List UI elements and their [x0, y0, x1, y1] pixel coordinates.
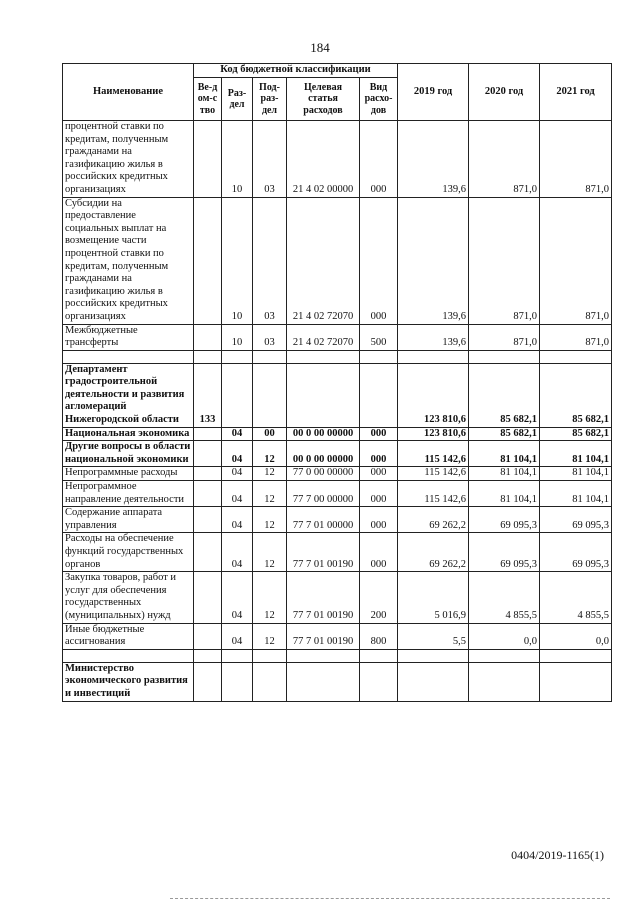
table-row: [63, 441, 612, 467]
cell-y2020: 85 682,1: [469, 363, 540, 427]
cell-razdel: 04: [222, 623, 253, 649]
cell-podrazdel: 12: [253, 441, 287, 467]
cell-razdel: 04: [222, 533, 253, 572]
cell-target: [287, 350, 360, 363]
cell-vid: 200: [360, 572, 398, 623]
cell-podrazdel: 00: [253, 427, 287, 441]
cell-target: 77 7 01 00190: [287, 623, 360, 649]
cell-vid: 000: [360, 197, 398, 324]
cell-ved: [194, 350, 222, 363]
cell-target: 77 7 01 00000: [287, 507, 360, 533]
cell-y2021: 871,0: [540, 197, 612, 324]
cell-y2021: 81 104,1: [540, 441, 612, 467]
table-body: [63, 121, 612, 702]
cell-razdel: [222, 649, 253, 662]
cell-podrazdel: 12: [253, 481, 287, 507]
cell-y2019: 69 262,2: [398, 533, 469, 572]
cell-razdel: 04: [222, 481, 253, 507]
cell-razdel: 10: [222, 121, 253, 198]
cell-vid: [360, 350, 398, 363]
cell-y2019: 115 142,6: [398, 441, 469, 467]
cell-podrazdel: 12: [253, 623, 287, 649]
cell-name: Содержание аппарата управления: [63, 507, 194, 533]
cell-vid: [360, 662, 398, 701]
cell-y2019: 69 262,2: [398, 507, 469, 533]
cell-vid: 000: [360, 533, 398, 572]
cell-podrazdel: 03: [253, 121, 287, 198]
table-row: [63, 662, 612, 701]
header-2019: 2019 год: [398, 64, 469, 121]
cell-y2021: [540, 649, 612, 662]
cell-y2021: 85 682,1: [540, 427, 612, 441]
cell-ved: 133: [194, 363, 222, 427]
table-row: [63, 324, 612, 350]
header-podrazdel: Под-раз-дел: [253, 78, 287, 121]
cell-podrazdel: [253, 350, 287, 363]
cell-target: 77 0 00 00000: [287, 467, 360, 481]
cell-y2021: 69 095,3: [540, 507, 612, 533]
cell-name: Межбюджетные трансферты: [63, 324, 194, 350]
cell-target: 00 0 00 00000: [287, 427, 360, 441]
cell-razdel: 10: [222, 197, 253, 324]
cell-y2021: 81 104,1: [540, 481, 612, 507]
cell-podrazdel: 12: [253, 533, 287, 572]
cell-y2020: 81 104,1: [469, 467, 540, 481]
cell-target: 21 4 02 00000: [287, 121, 360, 198]
cell-y2021: [540, 662, 612, 701]
cell-name: Расходы на обеспечение функций государственных органов: [63, 533, 194, 572]
table-row: [63, 481, 612, 507]
cell-y2019: 123 810,6: [398, 427, 469, 441]
cell-vid: [360, 649, 398, 662]
cell-target: 77 7 01 00190: [287, 533, 360, 572]
header-vid: Вид расхо-дов: [360, 78, 398, 121]
cell-y2021: 85 682,1: [540, 363, 612, 427]
cell-y2020: 0,0: [469, 623, 540, 649]
cell-y2020: 69 095,3: [469, 533, 540, 572]
header-ved: Ве-дом-ство: [194, 78, 222, 121]
bottom-divider: [170, 898, 610, 899]
table-row: [63, 623, 612, 649]
table-row: [63, 197, 612, 324]
cell-razdel: 04: [222, 441, 253, 467]
cell-y2019: [398, 649, 469, 662]
cell-vid: 800: [360, 623, 398, 649]
cell-y2020: 81 104,1: [469, 481, 540, 507]
cell-ved: [194, 121, 222, 198]
header-2020: 2020 год: [469, 64, 540, 121]
cell-name: процентной ставки по кредитам, полученным гражданами на газификацию жилья в российских кредитных организациях: [63, 121, 194, 198]
cell-vid: 000: [360, 121, 398, 198]
cell-y2019: 139,6: [398, 121, 469, 198]
cell-target: [287, 662, 360, 701]
cell-y2020: 81 104,1: [469, 441, 540, 467]
cell-y2021: 81 104,1: [540, 467, 612, 481]
cell-y2020: 871,0: [469, 121, 540, 198]
cell-y2021: 871,0: [540, 324, 612, 350]
cell-ved: [194, 572, 222, 623]
cell-y2021: 0,0: [540, 623, 612, 649]
cell-podrazdel: 03: [253, 324, 287, 350]
cell-y2020: 871,0: [469, 197, 540, 324]
header-target: Целевая статья расходов: [287, 78, 360, 121]
cell-y2021: [540, 350, 612, 363]
cell-vid: 000: [360, 481, 398, 507]
cell-y2020: 4 855,5: [469, 572, 540, 623]
cell-vid: 000: [360, 507, 398, 533]
cell-podrazdel: 03: [253, 197, 287, 324]
cell-y2019: 139,6: [398, 324, 469, 350]
table-row: [63, 507, 612, 533]
cell-podrazdel: [253, 662, 287, 701]
spacer-row: [63, 350, 612, 363]
cell-vid: 000: [360, 441, 398, 467]
cell-y2020: 871,0: [469, 324, 540, 350]
cell-y2021: 4 855,5: [540, 572, 612, 623]
cell-ved: [194, 623, 222, 649]
cell-name: Иные бюджетные ассигнования: [63, 623, 194, 649]
table-row: [63, 572, 612, 623]
cell-name: Министерство экономического развития и инвестиций: [63, 662, 194, 701]
cell-podrazdel: 12: [253, 572, 287, 623]
cell-ved: [194, 507, 222, 533]
cell-ved: [194, 324, 222, 350]
cell-y2020: [469, 662, 540, 701]
cell-name: Субсидии на предоставление социальных выплат на возмещение части процентной ставки по кредитам, полученным гражданами на газификацию жилья в российских кредитных организациях: [63, 197, 194, 324]
cell-ved: [194, 662, 222, 701]
cell-y2019: 115 142,6: [398, 481, 469, 507]
cell-podrazdel: 12: [253, 467, 287, 481]
cell-target: 21 4 02 72070: [287, 324, 360, 350]
cell-razdel: 04: [222, 507, 253, 533]
cell-vid: 000: [360, 427, 398, 441]
cell-razdel: 10: [222, 324, 253, 350]
cell-ved: [194, 427, 222, 441]
cell-name: Департамент градостроительной деятельности и развития агломераций Нижегородской области: [63, 363, 194, 427]
table-row: [63, 427, 612, 441]
cell-name: Национальная экономика: [63, 427, 194, 441]
cell-razdel: [222, 662, 253, 701]
table-row: [63, 467, 612, 481]
spacer-row: [63, 649, 612, 662]
cell-razdel: 04: [222, 427, 253, 441]
header-2021: 2021 год: [540, 64, 612, 121]
cell-ved: [194, 533, 222, 572]
header-razdel: Раз-дел: [222, 78, 253, 121]
cell-ved: [194, 467, 222, 481]
cell-y2021: 871,0: [540, 121, 612, 198]
cell-razdel: 04: [222, 572, 253, 623]
cell-name: Непрограммное направление деятельности: [63, 481, 194, 507]
cell-podrazdel: [253, 649, 287, 662]
cell-podrazdel: [253, 363, 287, 427]
table-row: [63, 363, 612, 427]
cell-target: 77 7 01 00190: [287, 572, 360, 623]
cell-name: Закупка товаров, работ и услуг для обеспечения государственных (муниципальных) нужд: [63, 572, 194, 623]
cell-target: 00 0 00 00000: [287, 441, 360, 467]
cell-ved: [194, 441, 222, 467]
cell-name: [63, 649, 194, 662]
page-number: 184: [310, 40, 330, 55]
cell-ved: [194, 481, 222, 507]
table-row: [63, 533, 612, 572]
cell-y2019: [398, 350, 469, 363]
cell-razdel: [222, 350, 253, 363]
cell-name: [63, 350, 194, 363]
cell-name: Другие вопросы в области национальной экономики: [63, 441, 194, 467]
cell-target: [287, 649, 360, 662]
cell-y2020: 85 682,1: [469, 427, 540, 441]
cell-y2019: 139,6: [398, 197, 469, 324]
cell-razdel: [222, 363, 253, 427]
cell-y2019: 123 810,6: [398, 363, 469, 427]
cell-target: 77 7 00 00000: [287, 481, 360, 507]
cell-y2020: [469, 350, 540, 363]
cell-y2019: 115 142,6: [398, 467, 469, 481]
cell-vid: [360, 363, 398, 427]
cell-razdel: 04: [222, 467, 253, 481]
cell-ved: [194, 649, 222, 662]
cell-target: 21 4 02 72070: [287, 197, 360, 324]
cell-y2021: 69 095,3: [540, 533, 612, 572]
cell-podrazdel: 12: [253, 507, 287, 533]
document-code: 0404/2019-1165(1): [511, 848, 604, 862]
cell-y2020: 69 095,3: [469, 507, 540, 533]
cell-y2019: 5,5: [398, 623, 469, 649]
cell-y2019: 5 016,9: [398, 572, 469, 623]
table-row: [63, 121, 612, 198]
header-code-group: Код бюджетной классификации: [194, 64, 398, 78]
cell-vid: 000: [360, 467, 398, 481]
cell-y2019: [398, 662, 469, 701]
cell-target: [287, 363, 360, 427]
header-name: Наименование: [63, 64, 194, 121]
cell-vid: 500: [360, 324, 398, 350]
cell-ved: [194, 197, 222, 324]
cell-y2020: [469, 649, 540, 662]
cell-name: Непрограммные расходы: [63, 467, 194, 481]
budget-table: [62, 63, 612, 702]
